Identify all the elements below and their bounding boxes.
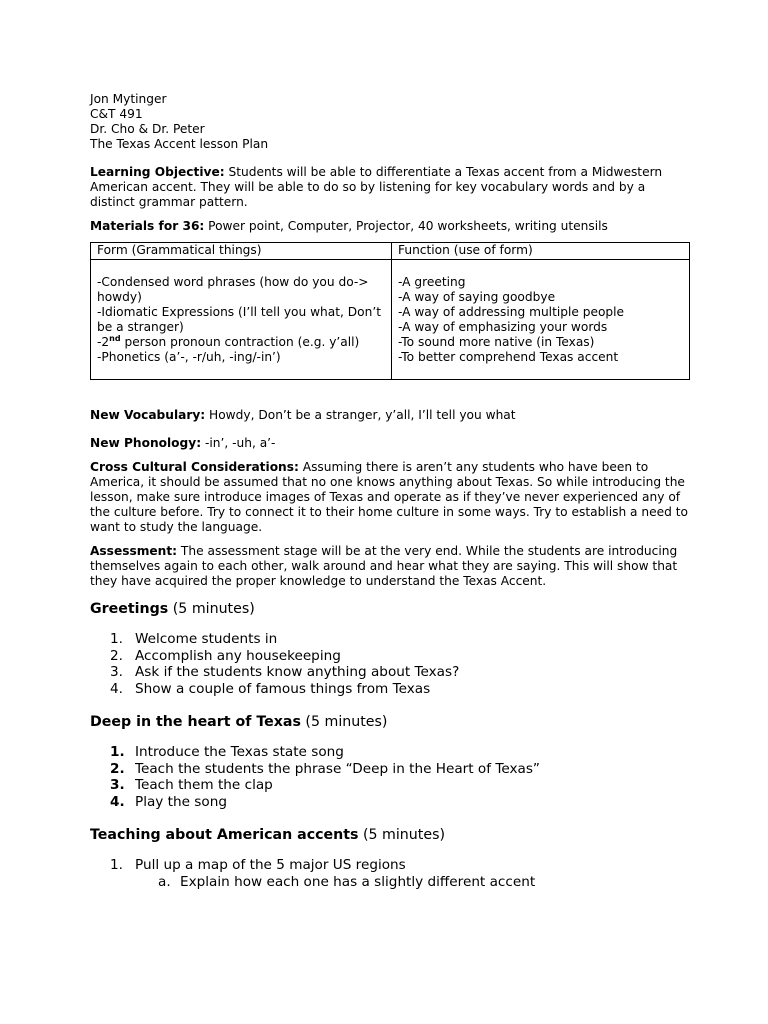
section-title: Teaching about American accents xyxy=(90,827,359,843)
function-item: -A way of addressing multiple people xyxy=(398,305,625,319)
list-item xyxy=(90,794,690,811)
table-header-function: Function (use of form) xyxy=(392,243,690,260)
deep-heart-list xyxy=(90,744,690,810)
cross-cultural-text: Assuming there is aren’t any students who have been to America, it should be assumed that no one knows anything about Texas. So while introducing the lesson, make sure introduce images of Texas and operate as if they’ve never experienced any of the culture before. Try to connect it to their home culture in some ways. Try to establish a need to want to study the language. xyxy=(90,460,688,534)
list-item-text: Explain how each one has a slightly different accent xyxy=(180,873,536,890)
table-header-form: Form (Grammatical things) xyxy=(91,243,392,260)
list-item-number: 4. xyxy=(110,793,125,810)
function-item: -To better comprehend Texas accent xyxy=(398,350,619,364)
function-item: -A greeting xyxy=(398,275,466,289)
list-item-text: Play the song xyxy=(135,793,227,810)
list-item xyxy=(90,857,690,874)
new-vocabulary-text: Howdy, Don’t be a stranger, y’all, I’ll tell you what xyxy=(205,408,516,422)
list-item-text: Introduce the Texas state song xyxy=(135,744,344,760)
new-phonology-label: New Phonology: xyxy=(90,436,202,450)
list-item-number: 2. xyxy=(110,760,125,777)
form-item-superscript: nd xyxy=(109,333,121,343)
list-item-number: 4. xyxy=(110,680,123,697)
new-phonology-text: -in’, -uh, a’- xyxy=(201,436,276,450)
assessment-label: Assessment: xyxy=(90,544,178,558)
section-heading-greetings xyxy=(90,600,690,618)
learning-objective-text: Students will be able to differentiate a Texas accent from a Midwestern American accent. They will be able to do so by listening for key vocabulary words and by a distinct grammar pattern. xyxy=(90,165,663,209)
section-title: Greetings xyxy=(90,601,169,617)
list-item-letter: a. xyxy=(158,873,171,890)
form-item xyxy=(97,335,385,350)
list-item xyxy=(90,648,690,665)
author-name: Jon Mytinger xyxy=(90,92,167,106)
list-item-text: Teach the students the phrase “Deep in the Heart of Texas” xyxy=(135,760,540,777)
form-function-table xyxy=(90,242,690,380)
document-page xyxy=(90,92,690,890)
assessment xyxy=(90,544,690,589)
list-item xyxy=(90,631,690,648)
list-item-number: 2. xyxy=(110,647,123,664)
learning-objective-label: Learning Objective: xyxy=(90,165,225,179)
function-item: -A way of saying goodbye xyxy=(398,290,556,304)
list-item-text: Show a couple of famous things from Texas xyxy=(135,680,431,697)
list-item-text: Teach them the clap xyxy=(135,777,273,793)
form-item: -Condensed word phrases (how do you do-> howdy) xyxy=(97,275,369,304)
list-item-number: 1. xyxy=(110,857,123,873)
learning-objective xyxy=(90,165,690,210)
course-code: C&T 491 xyxy=(90,107,143,121)
list-item xyxy=(90,777,690,794)
list-item-text: Pull up a map of the 5 major US regions xyxy=(135,857,406,873)
section-duration: (5 minutes) xyxy=(168,601,255,617)
form-item-suffix: person pronoun contraction (e.g. y’all) xyxy=(120,335,360,349)
greetings-list xyxy=(90,631,690,697)
list-item xyxy=(90,744,690,761)
list-item xyxy=(90,681,690,698)
materials xyxy=(90,219,690,234)
list-item-number: 3. xyxy=(110,777,125,793)
form-item-prefix: -2 xyxy=(97,335,110,349)
assessment-text: The assessment stage will be at the very end. While the students are introducing themselves again to each other, walk around and hear what they are saying. This will show that they have acquired the proper knowledge to understand the Texas Accent. xyxy=(90,544,678,588)
section-heading-american-accents xyxy=(90,826,690,844)
new-phonology xyxy=(90,436,690,451)
american-accents-list xyxy=(90,857,690,874)
section-heading-deep-heart xyxy=(90,713,690,731)
function-item: -A way of emphasizing your words xyxy=(398,320,608,334)
document-header xyxy=(90,92,690,152)
form-item: -Idiomatic Expressions (I’ll tell you what, Don’t be a stranger) xyxy=(97,305,381,334)
cross-cultural-considerations xyxy=(90,460,690,535)
cross-cultural-label: Cross Cultural Considerations: xyxy=(90,460,299,474)
section-duration: (5 minutes) xyxy=(300,714,388,730)
list-item-number: 3. xyxy=(110,664,123,680)
list-item-text: Accomplish any housekeeping xyxy=(135,647,341,664)
form-cell xyxy=(91,260,392,380)
list-item-number: 1. xyxy=(110,631,123,647)
table-header-row xyxy=(91,243,690,260)
function-item: -To sound more native (in Texas) xyxy=(398,335,595,349)
materials-label: Materials for 36: xyxy=(90,219,205,233)
list-item-text: Welcome students in xyxy=(135,631,278,647)
section-title: Deep in the heart of Texas xyxy=(90,714,301,730)
function-cell xyxy=(392,260,690,380)
list-item xyxy=(90,761,690,778)
new-vocabulary-label: New Vocabulary: xyxy=(90,408,206,422)
document-title: The Texas Accent lesson Plan xyxy=(90,137,269,151)
materials-text: Power point, Computer, Projector, 40 worksheets, writing utensils xyxy=(204,219,608,233)
list-item xyxy=(90,874,690,891)
new-vocabulary xyxy=(90,408,690,423)
list-item-number: 1. xyxy=(110,744,125,760)
instructor-names: Dr. Cho & Dr. Peter xyxy=(90,122,205,136)
american-accents-sublist xyxy=(90,874,690,891)
list-item-text: Ask if the students know anything about Texas? xyxy=(135,664,460,680)
table-row xyxy=(91,260,690,380)
section-duration: (5 minutes) xyxy=(358,827,446,843)
list-item xyxy=(90,664,690,681)
form-item: -Phonetics (a’-, -r/uh, -ing/-in’) xyxy=(97,350,281,364)
